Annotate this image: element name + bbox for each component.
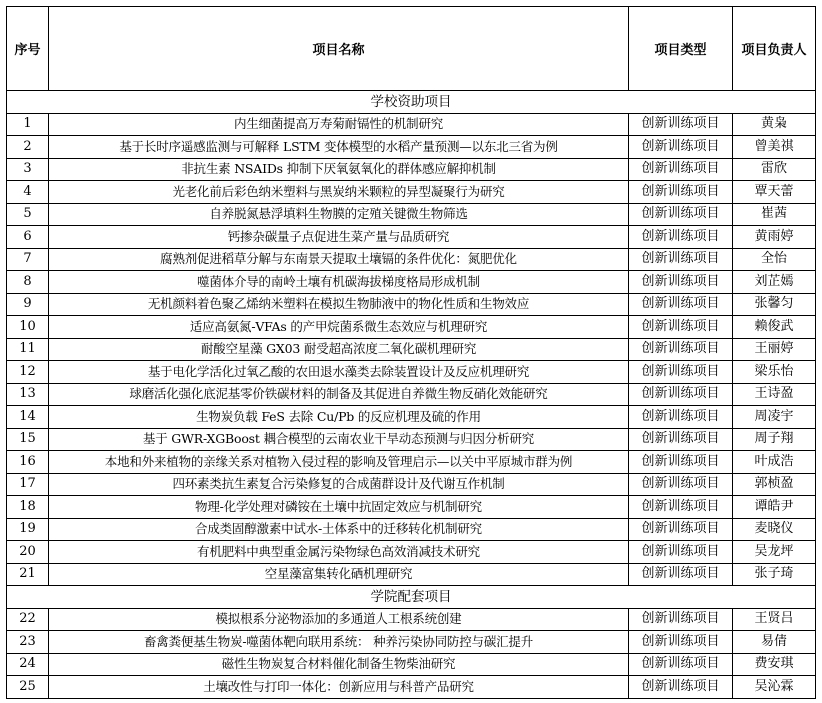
row-type: 创新训练项目 [629,271,733,294]
row-name: 自养脱氮悬浮填料生物膜的定殖关键微生物筛选 [49,203,629,226]
row-no: 16 [7,451,49,474]
row-no: 8 [7,271,49,294]
row-no: 14 [7,406,49,429]
row-name: 空星藻富集转化硒机理研究 [49,563,629,586]
row-name: 光老化前后彩色纳米塑料与黑炭纳米颗粒的异型凝聚行为研究 [49,181,629,204]
row-leader: 全怡 [733,248,816,271]
table-row [7,518,816,541]
row-leader: 黄雨婷 [733,226,816,249]
row-name: 磁性生物炭复合材料催化制备生物柴油研究 [49,653,629,676]
table-row [7,451,816,474]
row-no: 10 [7,316,49,339]
row-type: 创新训练项目 [629,406,733,429]
row-type: 创新训练项目 [629,293,733,316]
row-leader: 张子琦 [733,563,816,586]
header-row [7,7,816,91]
row-leader: 吴沁霖 [733,676,816,699]
row-leader: 吴龙坪 [733,541,816,564]
header-leader: 项目负责人 [733,7,816,91]
row-type: 创新训练项目 [629,608,733,631]
header-name: 项目名称 [49,7,629,91]
table-row [7,248,816,271]
row-leader: 麦晓仪 [733,518,816,541]
table-row [7,383,816,406]
row-type: 创新训练项目 [629,653,733,676]
row-type: 创新训练项目 [629,316,733,339]
row-type: 创新训练项目 [629,518,733,541]
row-leader: 雷欣 [733,158,816,181]
row-type: 创新训练项目 [629,203,733,226]
row-no: 6 [7,226,49,249]
row-type: 创新训练项目 [629,563,733,586]
row-type: 创新训练项目 [629,496,733,519]
row-name: 土壤改性与打印一体化：创新应用与科普产品研究 [49,676,629,699]
table-row [7,631,816,654]
row-type: 创新训练项目 [629,383,733,406]
row-no: 17 [7,473,49,496]
row-name: 噬菌体介导的南岭土壤有机碳海拔梯度格局形成机制 [49,271,629,294]
table-row [7,136,816,159]
section-title: 学校资助项目 [7,91,816,114]
row-no: 3 [7,158,49,181]
row-name: 合成类固醇激素中试水-土体系中的迁移转化机制研究 [49,518,629,541]
row-type: 创新训练项目 [629,338,733,361]
row-no: 19 [7,518,49,541]
table-row [7,653,816,676]
table-row [7,496,816,519]
row-name: 基于 GWR-XGBoost 耦合模型的云南农业干旱动态预测与归因分析研究 [49,428,629,451]
row-type: 创新训练项目 [629,541,733,564]
section-row-school [7,91,816,114]
row-leader: 张馨匀 [733,293,816,316]
row-no: 25 [7,676,49,699]
table-row [7,316,816,339]
row-type: 创新训练项目 [629,226,733,249]
row-no: 12 [7,361,49,384]
row-name: 有机肥料中典型重金属污染物绿色高效消减技术研究 [49,541,629,564]
table-row [7,608,816,631]
row-type: 创新训练项目 [629,181,733,204]
project-table [6,6,816,699]
row-type: 创新训练项目 [629,158,733,181]
row-leader: 周凌宇 [733,406,816,429]
row-name: 物理-化学处理对磷铵在土壤中抗固定效应与机制研究 [49,496,629,519]
row-leader: 郭桢盈 [733,473,816,496]
row-leader: 费安琪 [733,653,816,676]
row-no: 18 [7,496,49,519]
row-name: 本地和外来植物的亲缘关系对植物入侵过程的影响及管理启示—以关中平原城市群为例 [49,451,629,474]
row-type: 创新训练项目 [629,428,733,451]
row-name: 耐酸空星藻 GX03 耐受超高浓度二氧化碳机理研究 [49,338,629,361]
row-type: 创新训练项目 [629,361,733,384]
row-name: 无机颜料着色聚乙烯纳米塑料在模拟生物肺液中的物化性质和生物效应 [49,293,629,316]
row-no: 4 [7,181,49,204]
row-no: 24 [7,653,49,676]
row-name: 四环素类抗生素复合污染修复的合成菌群设计及代谢互作机制 [49,473,629,496]
row-type: 创新训练项目 [629,136,733,159]
row-type: 创新训练项目 [629,113,733,136]
row-leader: 崔茜 [733,203,816,226]
table-row [7,271,816,294]
table-row [7,338,816,361]
row-leader: 王贤吕 [733,608,816,631]
row-leader: 王丽婷 [733,338,816,361]
row-name: 腐熟剂促进稻草分解与东南景天提取土壤镉的条件优化：氮肥优化 [49,248,629,271]
section-row-college [7,586,816,609]
row-leader: 谭皓尹 [733,496,816,519]
table-row [7,676,816,699]
table-row [7,361,816,384]
row-leader: 覃天蕾 [733,181,816,204]
table-row [7,563,816,586]
row-type: 创新训练项目 [629,676,733,699]
row-leader: 赖俊武 [733,316,816,339]
row-no: 11 [7,338,49,361]
row-name: 基于电化学活化过氧乙酸的农田退水藻类去除装置设计及反应机理研究 [49,361,629,384]
row-no: 9 [7,293,49,316]
row-type: 创新训练项目 [629,631,733,654]
row-no: 1 [7,113,49,136]
row-leader: 叶成浩 [733,451,816,474]
row-no: 22 [7,608,49,631]
row-name: 内生细菌提高万寿菊耐镉性的机制研究 [49,113,629,136]
table-row [7,113,816,136]
row-name: 生物炭负载 FeS 去除 Cu/Pb 的反应机理及硫的作用 [49,406,629,429]
row-leader: 周子翔 [733,428,816,451]
row-no: 15 [7,428,49,451]
row-name: 畜禽粪便基生物炭-噬菌体靶向联用系统： 种养污染协同防控与碳汇提升 [49,631,629,654]
table-row [7,428,816,451]
table-row [7,203,816,226]
row-name: 适应高氨氮-VFAs 的产甲烷菌系微生态效应与机理研究 [49,316,629,339]
table-row [7,406,816,429]
row-no: 20 [7,541,49,564]
row-name: 球磨活化强化底泥基零价铁碳材料的制备及其促进自养微生物反硝化效能研究 [49,383,629,406]
section-title: 学院配套项目 [7,586,816,609]
row-type: 创新训练项目 [629,451,733,474]
header-type: 项目类型 [629,7,733,91]
row-no: 21 [7,563,49,586]
table-row [7,226,816,249]
row-no: 5 [7,203,49,226]
row-no: 7 [7,248,49,271]
row-leader: 易倩 [733,631,816,654]
table-row [7,181,816,204]
table-row [7,473,816,496]
row-leader: 黄枭 [733,113,816,136]
row-leader: 刘芷嫣 [733,271,816,294]
table-row [7,158,816,181]
table-row [7,541,816,564]
row-leader: 曾美祺 [733,136,816,159]
row-type: 创新训练项目 [629,248,733,271]
row-no: 2 [7,136,49,159]
row-no: 13 [7,383,49,406]
row-name: 模拟根系分泌物添加的多通道人工根系统创建 [49,608,629,631]
row-leader: 梁乐怡 [733,361,816,384]
row-type: 创新训练项目 [629,473,733,496]
row-leader: 王诗盈 [733,383,816,406]
row-name: 非抗生素 NSAIDs 抑制下厌氧氨氧化的群体感应解抑机制 [49,158,629,181]
table-row [7,293,816,316]
row-no: 23 [7,631,49,654]
row-name: 钙掺杂碳量子点促进生菜产量与品质研究 [49,226,629,249]
row-name: 基于长时序遥感监测与可解释 LSTM 变体模型的水稻产量预测—以东北三省为例 [49,136,629,159]
header-no: 序号 [7,7,49,91]
